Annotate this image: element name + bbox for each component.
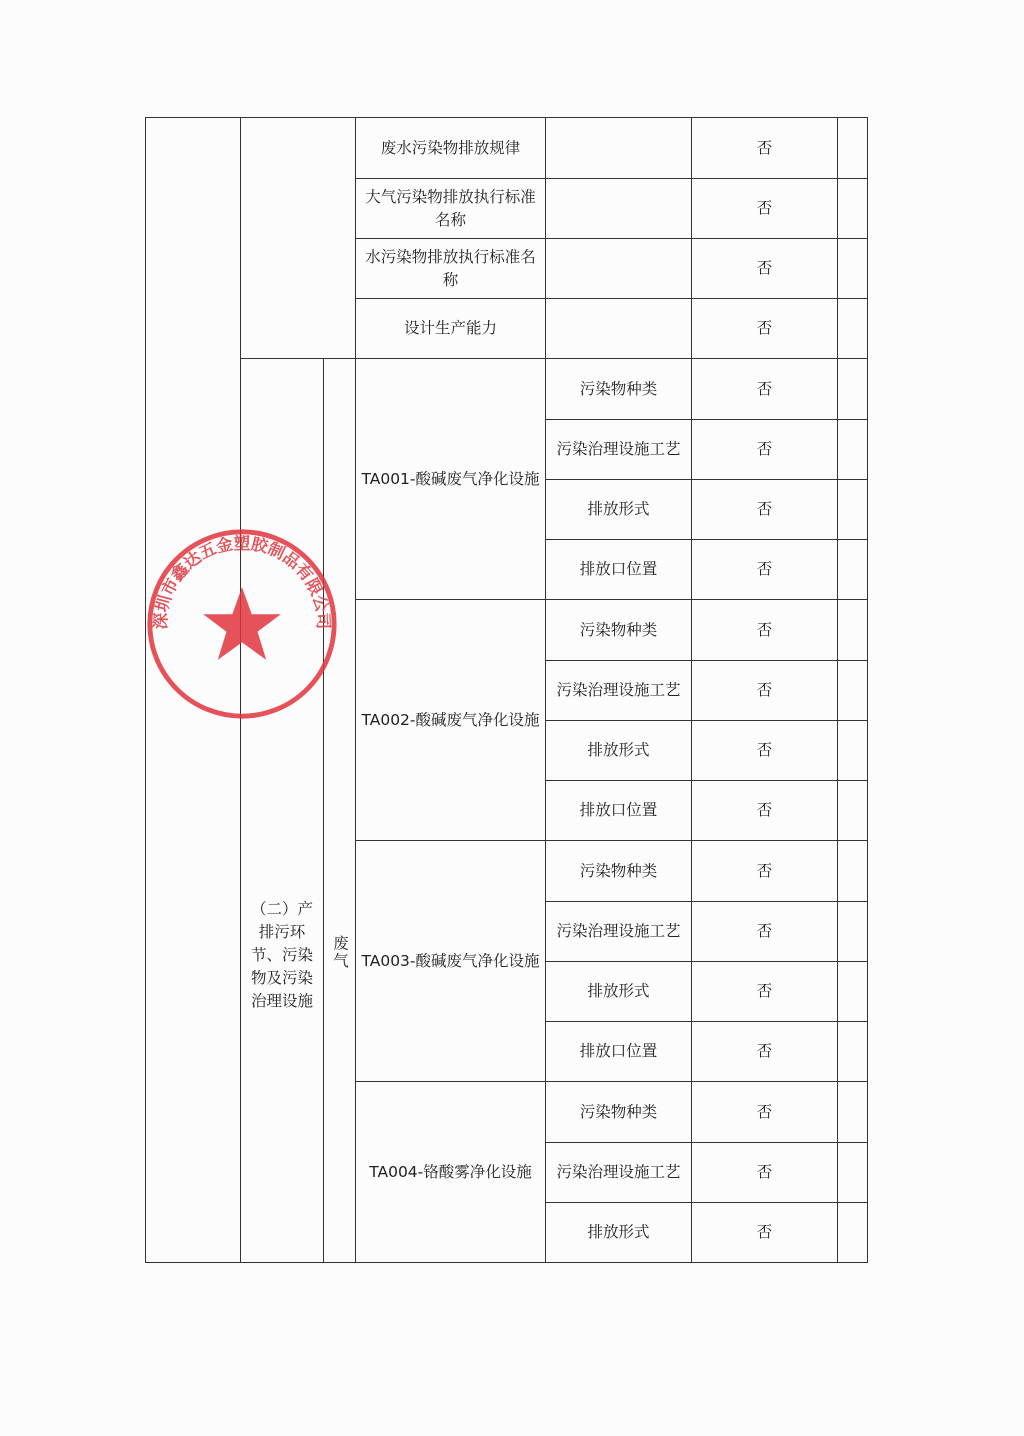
item-label: 污染治理设施工艺	[546, 420, 692, 480]
blank-cell	[838, 420, 868, 480]
subcategory-label: 废气	[331, 934, 349, 970]
blank-cell	[838, 118, 868, 179]
answer-cell: 否	[692, 962, 838, 1022]
table-row	[146, 118, 868, 179]
blank-cell	[838, 1082, 868, 1143]
blank-cell	[838, 540, 868, 600]
answer-cell: 否	[692, 1082, 838, 1143]
blank-cell	[838, 299, 868, 359]
subcategory-cell	[324, 359, 356, 1263]
blank-cell	[838, 480, 868, 540]
empty-cell	[546, 118, 692, 179]
answer-cell: 否	[692, 902, 838, 962]
empty-cell	[546, 299, 692, 359]
answer-cell: 否	[692, 239, 838, 299]
answer-cell: 否	[692, 179, 838, 239]
item-label: 污染物种类	[546, 359, 692, 420]
blank-cell	[838, 902, 868, 962]
facility-name: TA002-酸碱废气净化设施	[356, 600, 546, 841]
answer-cell: 否	[692, 540, 838, 600]
item-label: 污染治理设施工艺	[546, 902, 692, 962]
answer-cell: 否	[692, 299, 838, 359]
item-label: 污染治理设施工艺	[546, 1143, 692, 1203]
facility-name: TA004-铬酸雾净化设施	[356, 1082, 546, 1263]
row-label: 废水污染物排放规律	[356, 118, 546, 179]
item-label: 污染物种类	[546, 600, 692, 661]
category-cell	[241, 118, 356, 359]
information-table	[145, 117, 868, 1263]
item-label: 污染治理设施工艺	[546, 661, 692, 721]
answer-cell: 否	[692, 600, 838, 661]
answer-cell: 否	[692, 781, 838, 841]
answer-cell: 否	[692, 118, 838, 179]
blank-cell	[838, 1203, 868, 1263]
seal-text: 深圳市鑫达五金塑胶制品有限公司	[151, 533, 333, 630]
row-label: 设计生产能力	[356, 299, 546, 359]
item-label: 排放口位置	[546, 1022, 692, 1082]
outer-category-cell	[146, 118, 241, 1263]
blank-cell	[838, 1143, 868, 1203]
answer-cell: 否	[692, 1022, 838, 1082]
item-label: 污染物种类	[546, 841, 692, 902]
answer-cell: 否	[692, 359, 838, 420]
answer-cell: 否	[692, 480, 838, 540]
blank-cell	[838, 1022, 868, 1082]
blank-cell	[838, 600, 868, 661]
blank-cell	[838, 179, 868, 239]
answer-cell: 否	[692, 420, 838, 480]
item-label: 排放口位置	[546, 540, 692, 600]
item-label: 污染物种类	[546, 1082, 692, 1143]
answer-cell: 否	[692, 721, 838, 781]
section-label: （二）产排污环节、污染物及污染治理设施	[250, 900, 313, 1010]
answer-cell: 否	[692, 1203, 838, 1263]
blank-cell	[838, 661, 868, 721]
blank-cell	[838, 721, 868, 781]
empty-cell	[546, 179, 692, 239]
blank-cell	[838, 841, 868, 902]
table-row	[146, 359, 868, 420]
blank-cell	[838, 781, 868, 841]
empty-cell	[546, 239, 692, 299]
row-label: 水污染物排放执行标准名称	[356, 239, 546, 299]
item-label: 排放口位置	[546, 781, 692, 841]
section-label-cell	[241, 359, 324, 1263]
facility-name: TA003-酸碱废气净化设施	[356, 841, 546, 1082]
item-label: 排放形式	[546, 962, 692, 1022]
blank-cell	[838, 239, 868, 299]
answer-cell: 否	[692, 661, 838, 721]
answer-cell: 否	[692, 1143, 838, 1203]
blank-cell	[838, 359, 868, 420]
row-label: 大气污染物排放执行标准名称	[356, 179, 546, 239]
item-label: 排放形式	[546, 721, 692, 781]
item-label: 排放形式	[546, 1203, 692, 1263]
facility-name: TA001-酸碱废气净化设施	[356, 359, 546, 600]
answer-cell: 否	[692, 841, 838, 902]
blank-cell	[838, 962, 868, 1022]
item-label: 排放形式	[546, 480, 692, 540]
